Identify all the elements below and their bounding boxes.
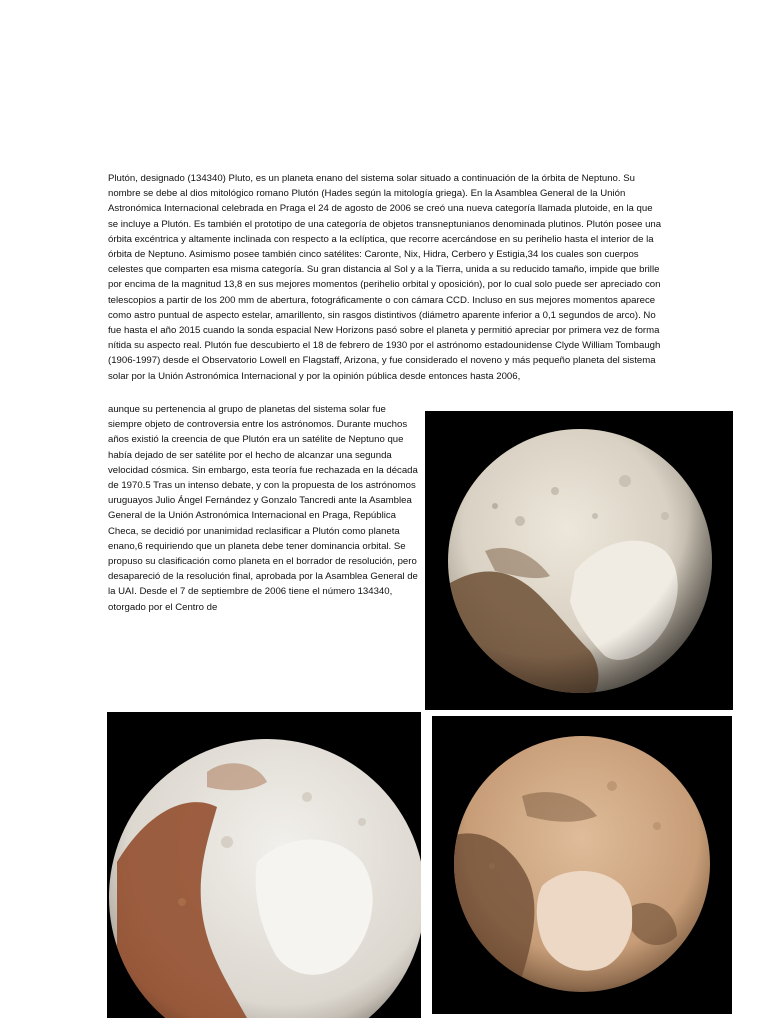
pluto-globe-gray [425, 411, 733, 710]
pluto-photo-tan [432, 716, 732, 1014]
body-paragraph-side: aunque su pertenencia al grupo de planetas del sistema solar fue siempre objeto de controversia entre los astrónomos. Durante muchos años existió la creencia de que Plutón era un satélite de Neptuno que había dejado de ser satélite por el hecho de alcanzar una segunda velocidad cósmica. Sin embargo, esta teoría fue rechazada en la década de 1970.5 Tras un intenso debate, y con la propuesta de los astrónomos uruguayos Julio Ángel Fernández y Gonzalo Tancredi ante la Asamblea General de la Unión Astronómica Internacional en Praga, República Checa, se decidió por unanimidad reclasificar a Plutón como planeta enano,6 requiriendo que un planeta debe tener dominancia orbital. Se propuso su clasificación como planeta en el borrador de resolución, pero desapareció de la resolución final, aprobada por la Asamblea General de la UAI. Desde el 7 de septiembre de 2006 tiene el número 134340, otorgado por el Centro de [108, 404, 418, 613]
pluto-globe-red [107, 712, 421, 1018]
pluto-globe-tan [432, 716, 732, 1014]
pluto-photo-red [107, 712, 421, 1018]
pluto-photo-gray [425, 411, 733, 710]
body-paragraph-top: Plutón, designado (134340) Pluto, es un planeta enano del sistema solar situado a continuación de la órbita de Neptuno. Su nombre se debe al dios mitológico romano Plutón (Hades según la mitología griega). En la Asamblea General de la Unión Astronómica Internacional celebrada en Praga el 24 de agosto de 2006 se creó una nueva categoría llamada plutoide, en la que se incluye a Plutón. Es también el prototipo de una categoría de objetos transneptunianos denominada plutinos. Plutón posee una órbita excéntrica y altamente inclinada con respecto a la eclíptica, que recorre acercándose en su perihelio hasta el interior de la órbita de Neptuno. Asimismo posee también cinco satélites: Caronte, Nix, Hidra, Cerbero y Estigia,34 los cuales son cuerpos celestes que comparten esa misma categoría. Su gran distancia al Sol y a la Tierra, unida a su reducido tamaño, impide que brille por encima de la magnitud 13,8 en sus mejores momentos (perihelio orbital y oposición), por lo cual solo puede ser apreciado con telescopios a partir de los 200 mm de abertura, fotográficamente o con cámara CCD. Incluso en sus mejores momentos aparece como astro puntual de aspecto estelar, amarillento, sin rasgos distintivos (diámetro aparente inferior a 0,1 segundos de arco). No fue hasta el año 2015 cuando la sonda espacial New Horizons pasó sobre el planeta y permitió apreciar por primera vez de forma nítida su aspecto real. Plutón fue descubierto el 18 de febrero de 1930 por el astrónomo estadounidense Clyde William Tombaugh (1906-1997) desde el Observatorio Lowell en Flagstaff, Arizona, y fue considerado el noveno y más pequeño planeta del sistema solar por la Unión Astronómica Internacional y por la opinión pública desde entonces hasta 2006, [108, 173, 662, 382]
